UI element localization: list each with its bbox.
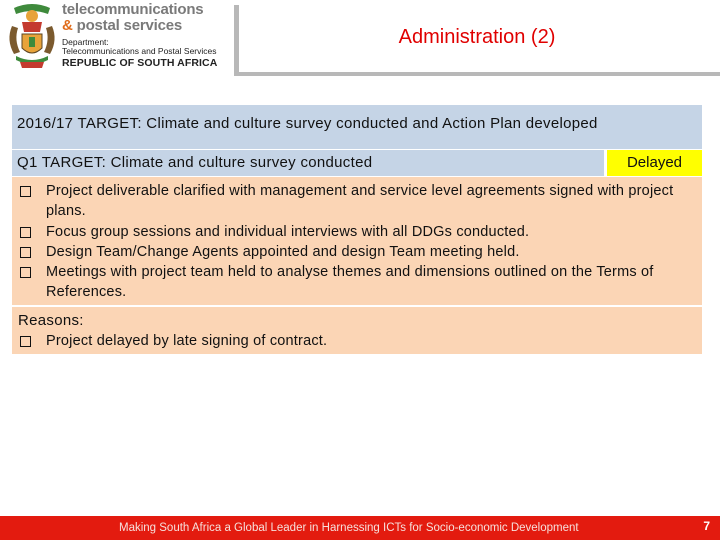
slide-footer	[0, 516, 720, 540]
brand-name-line2	[62, 17, 182, 34]
brand-name-line2-text: postal services	[72, 17, 183, 34]
department-name: Telecommunications and Postal Services	[62, 46, 217, 56]
checkbox-bullet-icon	[20, 267, 31, 278]
list-item-text: Project deliverable clarified with management and service level agreements signed with project plans.	[46, 183, 674, 220]
checkbox-bullet-icon	[20, 227, 31, 238]
status-text: Delayed	[626, 154, 683, 171]
list-item	[18, 242, 698, 262]
slide-title: Administration (2)	[398, 26, 556, 48]
annual-target-text: 2016/17 TARGET: Climate and culture survey conducted and Action Plan developed	[17, 115, 598, 132]
list-item	[18, 262, 698, 303]
brand-ampersand: &	[62, 17, 73, 34]
footer-tagline: Making South Africa a Global Leader in Harnessing ICTs for Socio-economic Development	[119, 522, 579, 534]
checkbox-bullet-icon	[20, 186, 31, 197]
checkbox-bullet-icon	[20, 247, 31, 258]
list-item-text: Project delayed by late signing of contract.	[46, 333, 328, 349]
country-name: REPUBLIC OF SOUTH AFRICA	[62, 57, 218, 69]
header-divider-bottom	[234, 72, 720, 76]
annual-target-box	[12, 103, 702, 149]
list-item	[18, 222, 698, 242]
department-label: Department:	[62, 37, 109, 47]
checkbox-bullet-icon	[20, 336, 31, 347]
list-item-text: Focus group sessions and individual interviews with all DDGs conducted.	[46, 223, 530, 240]
reasons-box	[12, 307, 702, 354]
slide-header	[0, 0, 720, 80]
q1-target-box	[12, 150, 604, 176]
list-item	[18, 331, 698, 351]
coat-of-arms-icon	[4, 2, 60, 72]
q1-target-text: Q1 TARGET: Climate and culture survey conducted	[17, 154, 373, 171]
status-badge	[607, 150, 702, 176]
list-item-text: Meetings with project team held to analyse themes and dimensions outlined on the Terms of References.	[46, 264, 654, 301]
list-item	[18, 181, 698, 222]
header-divider	[234, 5, 239, 75]
progress-list	[18, 181, 698, 303]
brand-name-line1: telecommunications	[62, 1, 204, 18]
page-number: 7	[703, 519, 710, 533]
reasons-heading: Reasons:	[18, 312, 84, 329]
progress-box	[12, 177, 702, 305]
list-item-text: Design Team/Change Agents appointed and design Team meeting held.	[46, 243, 520, 260]
reasons-list	[18, 331, 698, 351]
